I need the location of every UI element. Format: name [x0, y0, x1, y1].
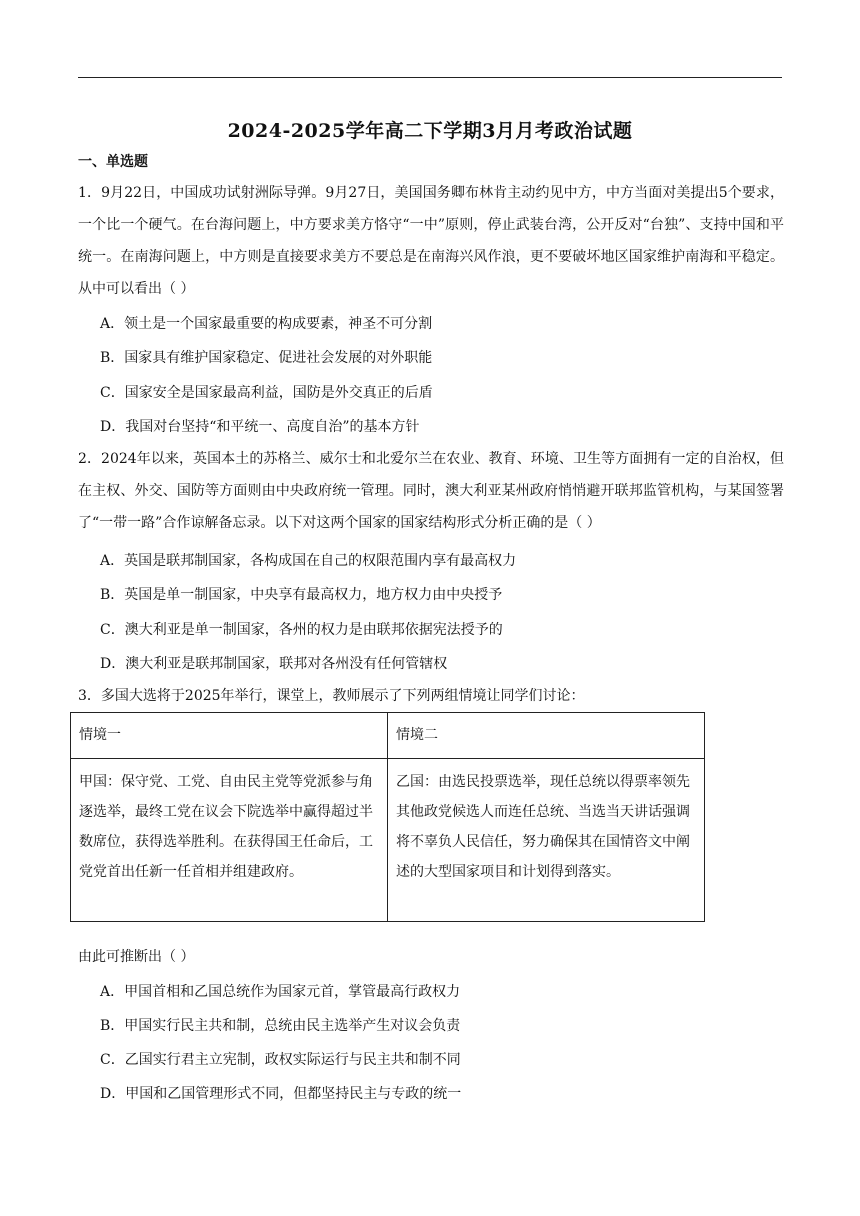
- question-1-stem: 1．9月22日，中国成功试射洲际导弹。9月27日，美国国务卿布林肯主动约见中方，中方当面对美提出5个要求，一个比一个硬气。在台海问题上，中方要求美方恪守“一中”原则，停止武装台湾，公开反对“台独”、支持中国和平统一。在南海问题上，中方则是直接要求美方不要总是在南海兴风作浪，更不要破坏地区国家维护南海和平稳定。从中可以看出（ ）: [78, 185, 784, 297]
- question-2-stem: 2．2024年以来，英国本土的苏格兰、威尔士和北爱尔兰在农业、教育、环境、卫生等方面拥有一定的自治权，但在主权、外交、国防等方面则由中央政府统一管理。同时，澳大利亚某州政府悄悄避开联邦监管机构，与某国签署了“一带一路”合作谅解备忘录。以下对这两个国家的国家结构形式分析正确的是（ ）: [78, 451, 784, 531]
- question-2-option-c[interactable]: C．澳大利亚是单一制国家，各州的权力是由联邦依据宪法授予的: [100, 622, 503, 638]
- question-1-option-b[interactable]: B．国家具有维护国家稳定、促进社会发展的对外职能: [100, 350, 433, 366]
- header-rule: [78, 77, 782, 78]
- scenario-1-text: 甲国：保守党、工党、自由民主党等党派参与角逐选举，最终工党在议会下院选举中赢得超过半数席位，获得选举胜利。在获得国王任命后，工党党首出任新一任首相并组建政府。: [71, 759, 388, 922]
- section-heading: 一、单选题: [78, 154, 148, 170]
- page-title: 2024-2025学年高二下学期3月月考政治试题: [227, 120, 633, 142]
- question-3-prompt: 由此可推断出（ ）: [78, 949, 195, 965]
- scenario-table: [70, 712, 705, 922]
- question-3-option-b[interactable]: B．甲国实行民主共和制，总统由民主选举产生对议会负责: [100, 1018, 461, 1034]
- question-2-option-d[interactable]: D．澳大利亚是联邦制国家，联邦对各州没有任何管辖权: [100, 656, 448, 672]
- scenario-1-header: 情境一: [71, 713, 388, 759]
- question-1-option-a[interactable]: A．领土是一个国家最重要的构成要素，神圣不可分割: [100, 316, 433, 332]
- scenario-2-header: 情境二: [388, 713, 705, 759]
- question-2-option-a[interactable]: A．英国是联邦制国家，各构成国在自己的权限范围内享有最高权力: [100, 553, 517, 569]
- question-2-option-b[interactable]: B．英国是单一制国家，中央享有最高权力，地方权力由中央授予: [100, 587, 503, 603]
- question-3-option-c[interactable]: C．乙国实行君主立宪制，政权实际运行与民主共和制不同: [100, 1052, 461, 1068]
- question-1-option-d[interactable]: D．我国对台坚持“和平统一、高度自治”的基本方针: [100, 419, 420, 435]
- question-3-option-a[interactable]: A．甲国首相和乙国总统作为国家元首，掌管最高行政权力: [100, 984, 461, 1000]
- question-3-option-d[interactable]: D．甲国和乙国管理形式不同，但都坚持民主与专政的统一: [100, 1086, 462, 1102]
- question-1-option-c[interactable]: C．国家安全是国家最高利益，国防是外交真正的后盾: [100, 385, 433, 401]
- question-3-stem: 3．多国大选将于2025年举行，课堂上，教师展示了下列两组情境让同学们讨论：: [78, 688, 585, 704]
- scenario-2-text: 乙国：由选民投票选举，现任总统以得票率领先其他政党候选人而连任总统、当选当天讲话强调将不辜负人民信任，努力确保其在国情咨文中阐述的大型国家项目和计划得到落实。: [388, 759, 705, 922]
